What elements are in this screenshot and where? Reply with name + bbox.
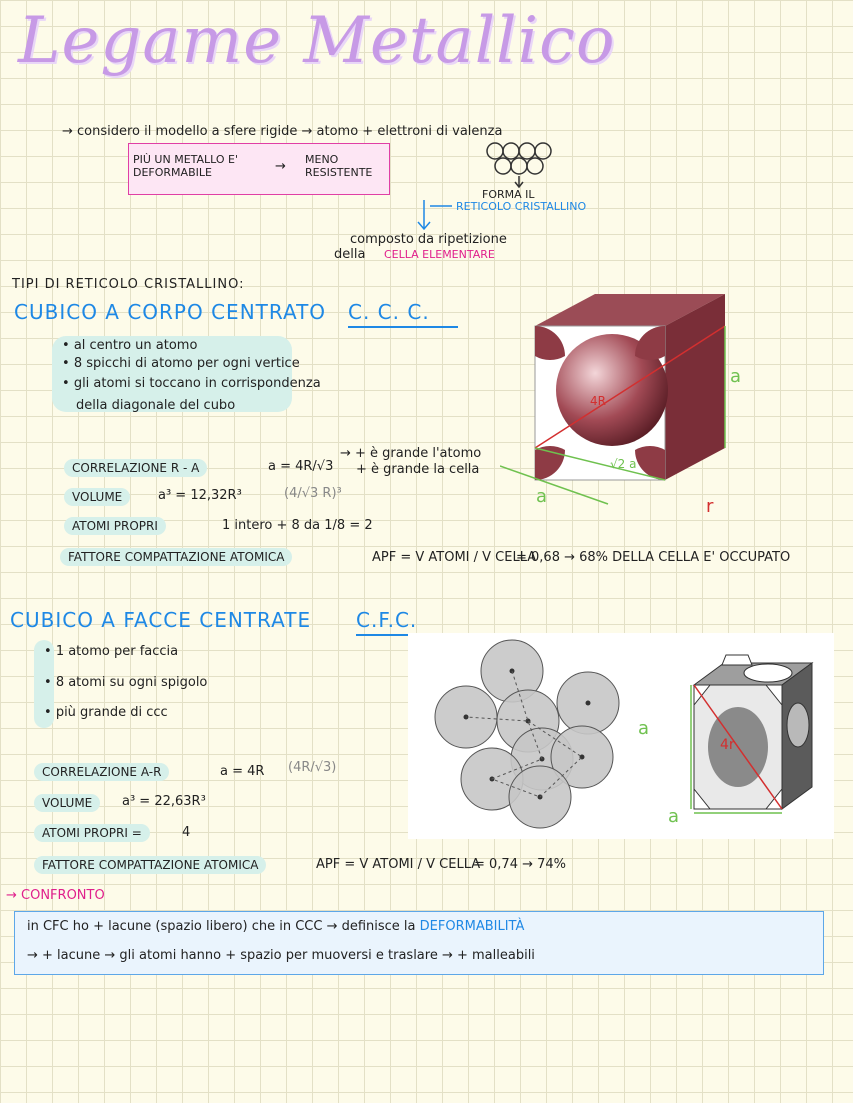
ccc-atomi-label: ATOMI PROPRI	[64, 517, 166, 535]
cfc-volume-label: VOLUME	[34, 794, 100, 812]
confronto-deformabilita: DEFORMABILITÀ	[419, 919, 525, 934]
fcc-fig-4r-label: 4r	[720, 737, 735, 753]
bcc-cube-figure	[500, 290, 760, 520]
cfc-correlazione-note: (4R/√3)	[288, 760, 337, 775]
ccc-volume-formula: a³ = 12,32R³	[158, 488, 242, 503]
fig-a-side-label: a	[730, 366, 742, 387]
ccc-bullet-4: della diagonale del cubo	[76, 398, 236, 413]
cfc-apf-result: = 0,74 → 74%	[474, 857, 567, 872]
cfc-abbrev: C.F.C.	[356, 608, 452, 636]
cfc-apf-formula: APF = V ATOMI / V CELLA	[316, 857, 481, 872]
ccc-abbrev: C. C. C.	[348, 300, 458, 328]
box-arrow: →	[275, 159, 286, 174]
fig-r-label: r	[706, 496, 714, 517]
cfc-atomi-label: ATOMI PROPRI =	[34, 824, 150, 842]
ccc-correlazione-note2: + è grande la cella	[356, 462, 480, 477]
ccc-heading: CUBICO A CORPO CENTRATO	[14, 300, 327, 324]
intro-line: → considero il modello a sfere rigide → atomo + elettroni di valenza	[62, 124, 503, 139]
ccc-correlazione-note1: → + è grande l'atomo	[340, 446, 482, 461]
cfc-correlazione-formula: a = 4R	[220, 764, 265, 779]
confronto-label: → CONFRONTO	[6, 888, 105, 903]
box-left-text: PIÙ UN METALLO E' DEFORMABILE	[133, 153, 239, 179]
cfc-heading: CUBICO A FACCE CENTRATE	[10, 608, 312, 632]
fcc-figures	[408, 633, 834, 839]
box-right-text: MENO RESISTENTE	[305, 153, 373, 179]
ccc-correlazione-label: CORRELAZIONE R - A	[64, 459, 207, 477]
cfc-atomi-value: 4	[182, 825, 191, 840]
fcc-fig-a-left-label: a	[638, 718, 650, 739]
sphere-model-icon	[484, 140, 574, 190]
ccc-bullet-2: • 8 spicchi di atomo per ogni vertice	[62, 356, 300, 371]
ccc-bullet-1: • al centro un atomo	[62, 338, 197, 353]
ccc-apf-formula: APF = V ATOMI / V CELLA	[372, 550, 537, 565]
ccc-volume-note: (4/√3 R)³	[284, 486, 342, 501]
ccc-atomi-formula: 1 intero + 8 da 1/8 = 2	[222, 518, 373, 533]
cfc-bullet-3: • più grande di ccc	[44, 705, 168, 720]
cfc-correlazione-label: CORRELAZIONE A-R	[34, 763, 169, 781]
fig-face-diag-label: √2 a	[610, 457, 637, 471]
cfc-apf-label: FATTORE COMPATTAZIONE ATOMICA	[34, 856, 266, 874]
tipi-title: TIPI DI RETICOLO CRISTALLINO:	[12, 277, 245, 292]
ccc-apf-result: = 0,68 → 68% DELLA CELLA E' OCCUPATO	[516, 550, 791, 565]
confronto-line2: → + lacune → gli atomi hanno + spazio per muoversi e traslare → + malleabili	[27, 948, 535, 963]
confronto-line1-text: in CFC ho + lacune (spazio libero) che in CCC → definisce la	[27, 919, 416, 934]
fig-a-bottom-label: a	[536, 486, 548, 507]
composto-text: composto da ripetizione	[350, 232, 507, 247]
ccc-bullet-3: • gli atomi si toccano in corrispondenza	[62, 376, 321, 391]
della-text: della	[334, 247, 366, 262]
ccc-volume-label: VOLUME	[64, 488, 130, 506]
ccc-apf-label: FATTORE COMPATTAZIONE ATOMICA	[60, 548, 292, 566]
confronto-line1	[27, 919, 524, 934]
page-title: Legame Metallico	[18, 4, 616, 78]
deformability-box	[128, 143, 390, 195]
fcc-fig-a-bottom-label: a	[668, 806, 680, 827]
down-arrow-icon	[412, 198, 462, 232]
reticolo-text: RETICOLO CRISTALLINO	[456, 200, 587, 213]
cfc-bullet-2: • 8 atomi su ogni spigolo	[44, 675, 207, 690]
confronto-box	[14, 911, 824, 975]
cfc-bullet-1: • 1 atomo per faccia	[44, 644, 178, 659]
cella-text: CELLA ELEMENTARE	[384, 248, 495, 261]
ccc-correlazione-formula: a = 4R/√3	[268, 459, 334, 474]
fig-4r-label: 4R	[590, 394, 606, 408]
forma-il-text: FORMA IL	[482, 188, 535, 201]
cfc-volume-formula: a³ = 22,63R³	[122, 794, 206, 809]
